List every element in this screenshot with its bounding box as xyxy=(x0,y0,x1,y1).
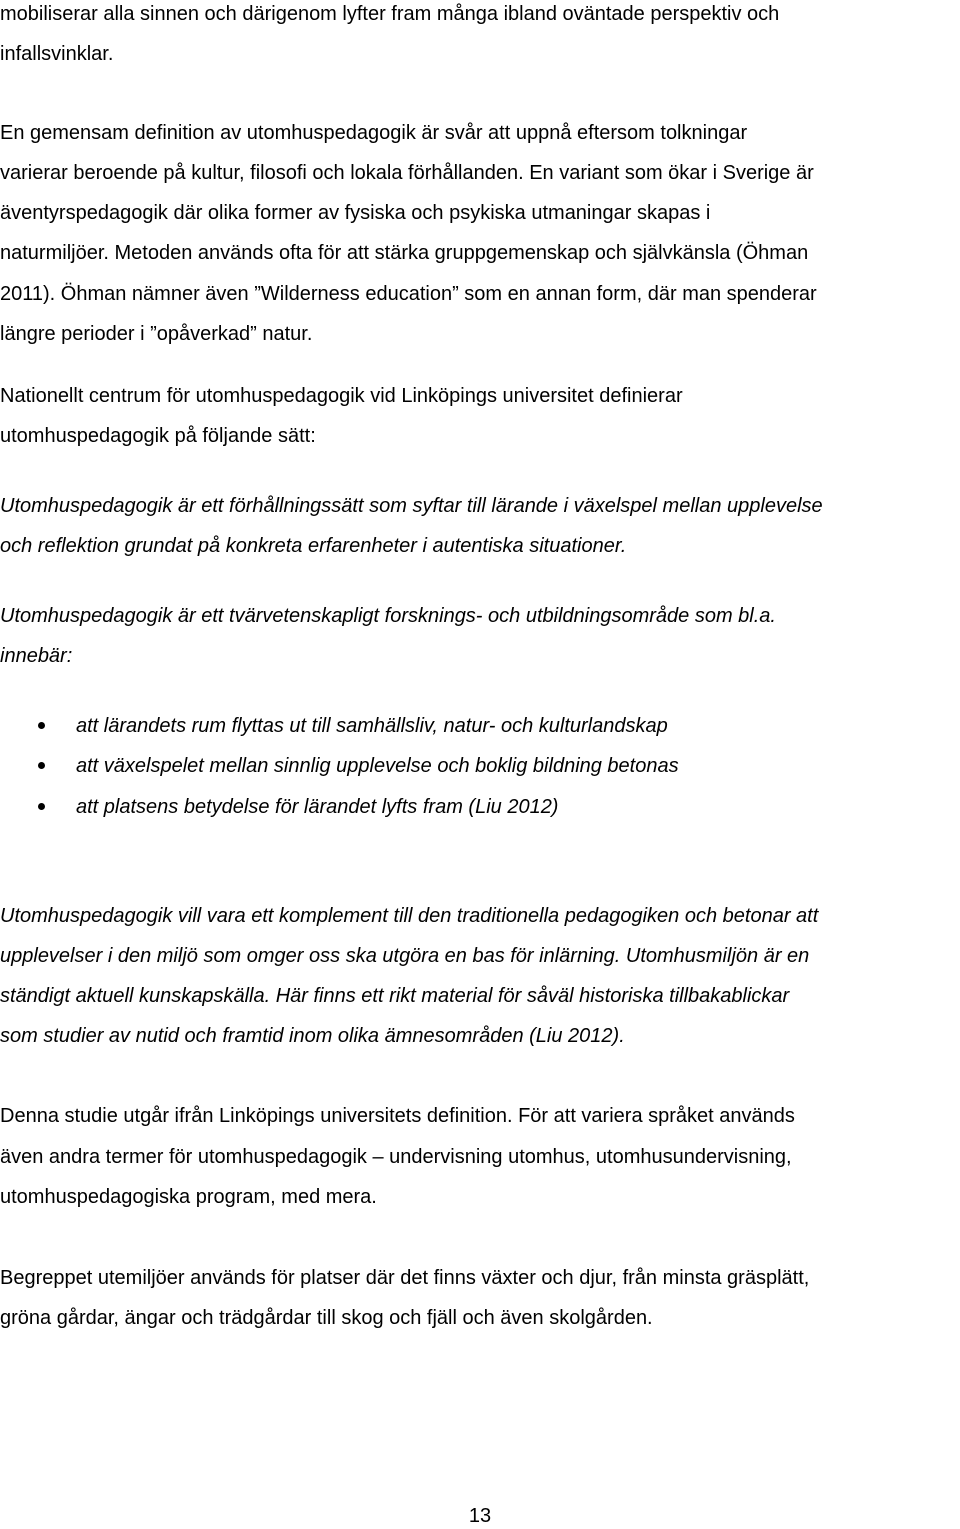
text-line: infallsvinklar. xyxy=(0,43,114,65)
text-line: utomhuspedagogik på följande sätt: xyxy=(0,425,316,447)
text-line: mobiliserar alla sinnen och därigenom lyfter fram många ibland oväntade perspektiv och xyxy=(0,3,780,25)
text-line: ständigt aktuell kunskapskälla. Här finns ett rikt material för såväl historiska tillbakablickar xyxy=(0,985,790,1007)
text-line: upplevelser i den miljö som omger oss ska utgöra en bas för inlärning. Utomhusmiljön är en xyxy=(0,945,810,967)
text-line: Begreppet utemiljöer används för platser där det finns växter och djur, från minsta gräsplätt, xyxy=(0,1267,810,1289)
list-item: att platsens betydelse för lärandet lyfts fram (Liu 2012) xyxy=(76,796,559,818)
text-line: även andra termer för utomhuspedagogik – undervisning utomhus, utomhusundervisning, xyxy=(0,1146,792,1168)
text-line: naturmiljöer. Metoden används ofta för att stärka gruppgemenskap och självkänsla (Öhman xyxy=(0,242,809,264)
text-line: Nationellt centrum för utomhuspedagogik vid Linköpings universitet definierar xyxy=(0,385,683,407)
bullet-icon xyxy=(38,722,45,729)
bullet-icon xyxy=(38,803,45,810)
text-line: utomhuspedagogiska program, med mera. xyxy=(0,1186,377,1208)
text-line: Denna studie utgår ifrån Linköpings universitets definition. För att variera språket används xyxy=(0,1105,795,1127)
text-line: som studier av nutid och framtid inom olika ämnesområden (Liu 2012). xyxy=(0,1025,625,1047)
text-line: gröna gårdar, ängar och trädgårdar till skog och fjäll och även skolgården. xyxy=(0,1307,653,1329)
text-line: varierar beroende på kultur, filosofi och lokala förhållanden. En variant som ökar i Sverige är xyxy=(0,162,814,184)
text-line: Utomhuspedagogik vill vara ett komplement till den traditionella pedagogiken och betonar att xyxy=(0,905,819,927)
definition-line: Utomhuspedagogik är ett förhållningssätt som syftar till lärande i växelspel mellan upplevelse xyxy=(0,495,823,517)
list-item: att växelspelet mellan sinnlig upplevelse och boklig bildning betonas xyxy=(76,755,679,777)
text-line: 2011). Öhman nämner även ”Wilderness education” som en annan form, där man spenderar xyxy=(0,283,817,305)
bullet-icon xyxy=(38,762,45,769)
definition-line: Utomhuspedagogik är ett tvärvetenskapligt forsknings- och utbildningsområde som bl.a. xyxy=(0,605,776,627)
definition-line: och reflektion grundat på konkreta erfarenheter i autentiska situationer. xyxy=(0,535,627,557)
text-line: En gemensam definition av utomhuspedagogik är svår att uppnå eftersom tolkningar xyxy=(0,122,748,144)
definition-line: innebär: xyxy=(0,645,73,667)
text-line: äventyrspedagogik där olika former av fysiska och psykiska utmaningar skapas i xyxy=(0,202,711,224)
list-item: att lärandets rum flyttas ut till samhällsliv, natur- och kulturlandskap xyxy=(76,715,668,737)
page-number: 13 xyxy=(468,1505,492,1527)
text-line: längre perioder i ”opåverkad” natur. xyxy=(0,323,313,345)
